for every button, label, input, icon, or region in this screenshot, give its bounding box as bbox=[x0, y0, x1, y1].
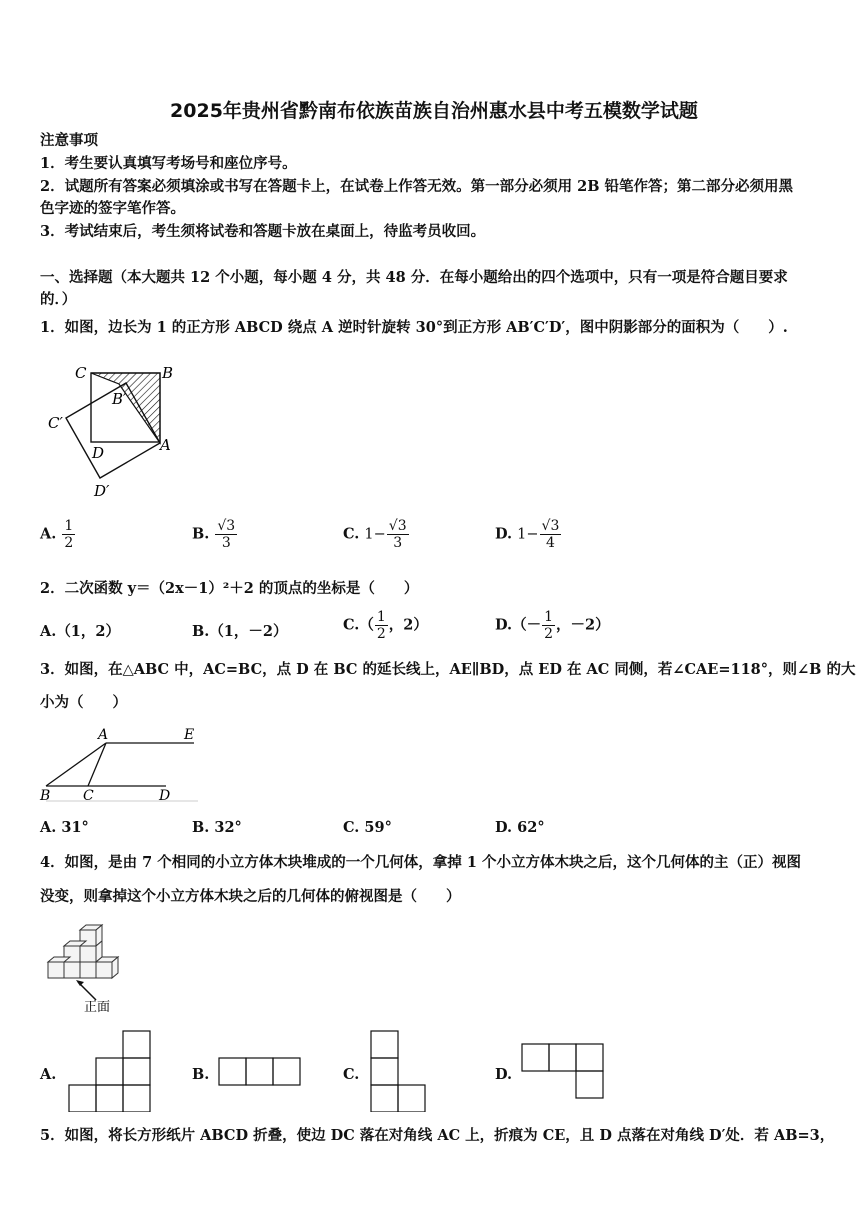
fraction-denominator: 3 bbox=[221, 535, 231, 551]
q3-option-b[interactable] bbox=[192, 819, 242, 836]
q2-text: 2．二次函数 y＝（2x－1）²＋2 的顶点的坐标是（ ） bbox=[40, 580, 419, 597]
q4-option-d[interactable] bbox=[495, 1066, 512, 1083]
section-heading-line1: 一、选择题（本大题共 12 个小题，每小题 4 分，共 48 分．在每小题给出的四个选项中，只有一项是符合题目要求 bbox=[40, 269, 788, 286]
q4-cube-stack-figure bbox=[40, 920, 125, 1018]
option-letter: A. bbox=[40, 1066, 57, 1083]
option-suffix: ，－2） bbox=[556, 616, 610, 634]
fraction-numerator: 1 bbox=[376, 609, 386, 625]
q3-option-c[interactable] bbox=[343, 819, 392, 836]
option-letter: D. bbox=[495, 1066, 513, 1083]
option-letter: A. bbox=[40, 623, 57, 640]
q1-option-b[interactable] bbox=[192, 518, 238, 551]
option-prefix: 1− bbox=[517, 526, 539, 543]
q3-label-e: E bbox=[184, 727, 195, 743]
fraction-denominator: 2 bbox=[64, 535, 74, 551]
q3-label-c: C bbox=[83, 788, 94, 804]
page-title: 2025年贵州省黔南布依族苗族自治州惠水县中考五模数学试题 bbox=[170, 100, 698, 122]
q2-option-b[interactable] bbox=[192, 620, 288, 641]
q1-text: 1．如图，边长为 1 的正方形 ABCD 绕点 A 逆时针旋转 30°到正方形 AB′C′D′，图中阴影部分的面积为（ ）. bbox=[40, 319, 788, 336]
option-letter: D. bbox=[495, 819, 513, 836]
q3-option-a[interactable] bbox=[40, 819, 89, 836]
section-heading-line2: 的．） bbox=[40, 291, 77, 308]
option-prefix: （－ bbox=[512, 616, 542, 634]
q3-text-line2: 小为（ ） bbox=[40, 694, 127, 711]
q4-text-line1: 4．如图，是由 7 个相同的小立方体木块堆成的一个几何体，拿掉 1 个小立方体木块之后，这个几何体的主（正）视图 bbox=[40, 854, 801, 871]
q3-option-d[interactable] bbox=[495, 819, 545, 836]
fraction-numerator: 1 bbox=[64, 518, 74, 534]
q3-triangle-figure bbox=[38, 723, 203, 805]
q4-option-b-figure[interactable] bbox=[218, 1057, 302, 1086]
q4-option-a-figure[interactable] bbox=[68, 1030, 152, 1112]
notice-item-2-cont: 色字迹的签字笔作答。 bbox=[40, 200, 185, 217]
option-value: 31° bbox=[61, 819, 89, 836]
option-prefix: 1− bbox=[364, 526, 386, 543]
q1-option-a[interactable] bbox=[40, 518, 76, 551]
option-letter: C. bbox=[343, 819, 360, 836]
q1-label-b: B bbox=[162, 364, 174, 382]
option-suffix: ，2） bbox=[388, 616, 428, 634]
q1-label-a: A bbox=[160, 436, 171, 454]
option-letter: B. bbox=[192, 623, 210, 640]
fraction bbox=[540, 518, 562, 551]
q1-label-d: D bbox=[92, 444, 105, 462]
fraction bbox=[387, 518, 409, 551]
q3-text-line1: 3．如图，在△ABC 中，AC=BC，点 D 在 BC 的延长线上，AE∥BD，点 ED 在 AC 同侧，若∠CAE=118°，则∠B 的大 bbox=[40, 661, 856, 678]
q1-option-d[interactable] bbox=[495, 518, 562, 551]
fraction-numerator: √3 bbox=[388, 518, 407, 534]
q4-option-b[interactable] bbox=[192, 1066, 209, 1083]
fraction-numerator: 1 bbox=[544, 609, 554, 625]
option-letter: B. bbox=[192, 525, 210, 543]
option-value: 62° bbox=[517, 819, 545, 836]
q3-label-d: D bbox=[159, 788, 171, 804]
fraction-numerator: √3 bbox=[217, 518, 236, 534]
option-value: （1，－2） bbox=[209, 623, 288, 640]
fraction bbox=[215, 518, 237, 551]
fraction-denominator: 3 bbox=[393, 535, 403, 551]
notice-item-2: 2．试题所有答案必须填涂或书写在答题卡上，在试卷上作答无效。第一部分必须用 2B 铅笔作答；第二部分必须用黑 bbox=[40, 178, 794, 195]
q5-text: 5．如图，将长方形纸片 ABCD 折叠，使边 DC 落在对角线 AC 上，折痕为 CE，且 D 点落在对角线 D′处．若 AB=3， bbox=[40, 1127, 835, 1144]
q2-option-d[interactable] bbox=[495, 609, 610, 642]
option-value: 32° bbox=[214, 819, 242, 836]
q4-option-c[interactable] bbox=[343, 1066, 359, 1083]
q2-option-a[interactable] bbox=[40, 620, 120, 641]
option-letter: C. bbox=[343, 1066, 360, 1083]
q1-rotated-square-figure bbox=[40, 356, 190, 504]
q1-label-b-prime: B′ bbox=[112, 390, 127, 408]
notice-item-3: 3．考试结束后，考生须将试卷和答题卡放在桌面上，待监考员收回。 bbox=[40, 223, 486, 240]
option-prefix: （ bbox=[359, 616, 374, 634]
fraction-denominator: 2 bbox=[544, 626, 554, 642]
q3-label-a: A bbox=[98, 727, 109, 743]
option-letter: B. bbox=[192, 819, 210, 836]
option-letter: B. bbox=[192, 1066, 210, 1083]
option-letter: D. bbox=[495, 525, 513, 543]
q2-option-c[interactable] bbox=[343, 609, 428, 642]
q1-option-c[interactable] bbox=[343, 518, 410, 551]
arrow-head-icon bbox=[76, 980, 84, 986]
option-letter: C. bbox=[343, 525, 360, 543]
q1-label-d-prime: D′ bbox=[94, 482, 110, 500]
fraction-denominator: 4 bbox=[546, 535, 555, 551]
q1-label-c-prime: C′ bbox=[48, 414, 63, 432]
fraction-denominator: 2 bbox=[376, 626, 386, 642]
fraction-numerator: √3 bbox=[541, 518, 560, 534]
q4-option-d-figure[interactable] bbox=[521, 1043, 605, 1099]
option-value: 59° bbox=[364, 819, 392, 836]
q4-option-a[interactable] bbox=[40, 1066, 56, 1083]
fraction bbox=[62, 518, 75, 551]
fraction bbox=[375, 609, 388, 642]
option-letter: A. bbox=[40, 819, 57, 836]
option-letter: D. bbox=[495, 616, 513, 634]
q4-front-label: 正面 bbox=[84, 1000, 111, 1015]
q3-label-b: B bbox=[40, 788, 51, 804]
q1-label-c: C bbox=[75, 364, 87, 382]
q4-option-c-figure[interactable] bbox=[370, 1030, 427, 1112]
option-value: （1，2） bbox=[56, 623, 120, 640]
q4-text-line2: 没变，则拿掉这个小立方体木块之后的几何体的俯视图是（ ） bbox=[40, 888, 461, 905]
notice-item-1: 1．考生要认真填写考场号和座位序号。 bbox=[40, 155, 297, 172]
fraction bbox=[542, 609, 555, 642]
option-letter: A. bbox=[40, 525, 57, 543]
notice-heading: 注意事项 bbox=[40, 132, 98, 149]
option-letter: C. bbox=[343, 616, 360, 634]
